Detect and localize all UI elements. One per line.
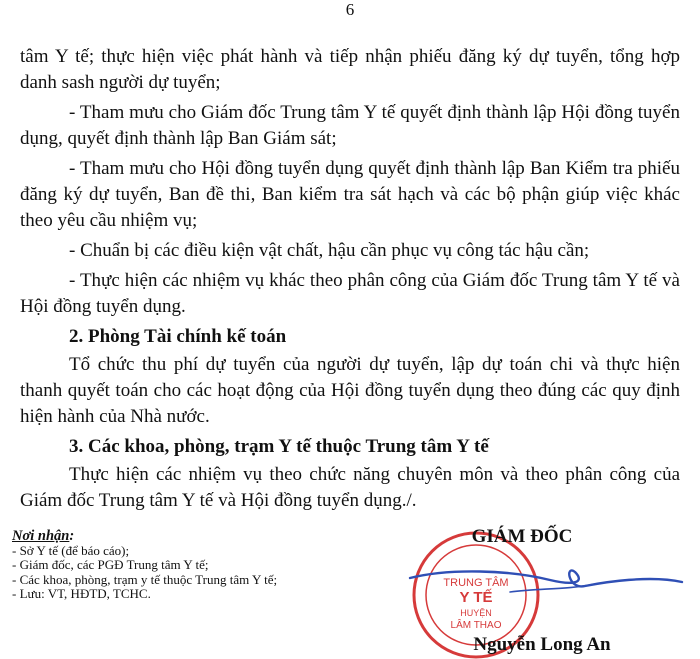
stamp-line-2: Y TẾ	[459, 589, 493, 606]
section-3-heading: 3. Các khoa, phòng, trạm Y tế thuộc Trung tâm Y tế	[69, 436, 489, 457]
document-body	[20, 44, 680, 514]
recipient-item: - Các khoa, phòng, trạm y tế thuộc Trung tâm Y tế;	[12, 571, 278, 587]
section-3-body: Thực hiện các nhiệm vụ theo chức năng chuyên môn và theo phân công của Giám đốc Trung tâm Y tế và Hội đồng tuyển dụng./.	[20, 464, 680, 511]
signature-block	[390, 520, 690, 659]
paragraph-prepare-logistics: - Chuẩn bị các điều kiện vật chất, hậu cần phục vụ công tác hậu cần;	[69, 240, 590, 261]
paragraph-continuation: tâm Y tế; thực hiện việc phát hành và tiếp nhận phiếu đăng ký dự tuyển, tổng hợp danh sash người dự tuyển;	[20, 46, 680, 93]
recipients-colon: :	[69, 528, 75, 544]
signature-stroke	[510, 584, 595, 592]
recipient-item: - Sở Y tế (để báo cáo);	[12, 542, 130, 558]
paragraph-other-duties: - Thực hiện các nhiệm vụ khác theo phân công của Giám đốc Trung tâm Y tế và Hội đồng tuyển dụng.	[20, 270, 680, 317]
stamp-line-1: TRUNG TÂM	[443, 577, 509, 589]
recipient-item: - Lưu: VT, HĐTD, TCHC.	[12, 586, 151, 601]
section-2-heading: 2. Phòng Tài chính kế toán	[69, 326, 287, 347]
paragraph-advise-council: - Tham mưu cho Hội đồng tuyển dụng quyết định thành lập Ban Kiểm tra phiếu đăng ký dự tuyển, Ban đề thi, Ban kiểm tra sát hạch và các bộ phận giúp việc khác theo yêu cầu nhiệm vụ;	[20, 158, 680, 231]
paragraph-advise-director: - Tham mưu cho Giám đốc Trung tâm Y tế quyết định thành lập Hội đồng tuyển dụng, quyết định thành lập Ban Giám sát;	[20, 102, 680, 149]
signer-name: Nguyễn Long An	[473, 634, 611, 655]
page-number: 6	[345, 0, 355, 19]
recipients-block	[12, 529, 392, 602]
recipients-title: Nơi nhận	[12, 528, 70, 544]
section-2-body: Tổ chức thu phí dự tuyển của người dự tuyển, lập dự toán chi và thực hiện thanh quyết toán cho các hoạt động của Hội đồng tuyển dụng theo đúng các quy định hiện hành của Nhà nước.	[20, 354, 680, 427]
stamp-line-4: LÂM THAO	[450, 620, 502, 631]
recipient-item: - Giám đốc, các PGĐ Trung tâm Y tế;	[12, 557, 209, 572]
stamp-line-3: HUYỆN	[460, 608, 492, 618]
signer-title: GIÁM ĐỐC	[471, 526, 573, 547]
